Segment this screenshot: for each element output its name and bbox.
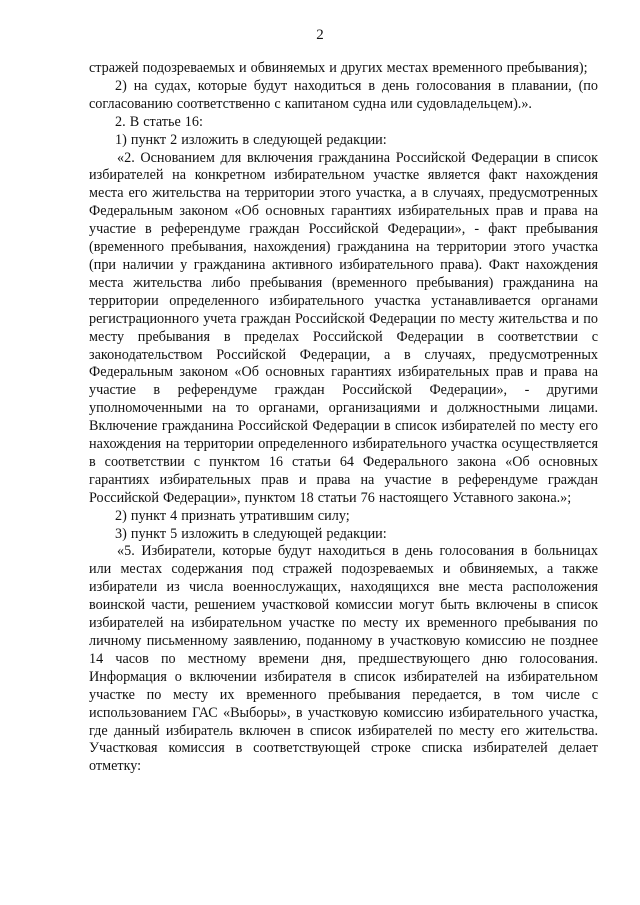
page-number: 2: [316, 27, 324, 43]
paragraph-item-2: 2) пункт 4 признать утратившим силу;: [115, 507, 350, 524]
paragraph-item-1: 1) пункт 2 изложить в следующей редакции:: [115, 131, 387, 148]
paragraph-item-3: 3) пункт 5 изложить в следующей редакции:: [115, 525, 387, 542]
paragraph-ships: 2) на судах, которые будут находиться в день голосования в плавании, (по согласованию соответственно с капитаном судна или судовладельцем).».: [89, 77, 598, 112]
paragraph-article-16: 2. В статье 16:: [115, 113, 203, 130]
document-body: [89, 60, 598, 776]
paragraph-item-2-text: «2. Основанием для включения гражданина Российской Федерации в список избирателей на конкретном избирательном участке является факт нахождения места его жительства на территории этого участка, а в случаях, предусмотренных Федеральным законом «Об основных гарантиях избирательных прав и права на участие в референдуме граждан Российской Федерации», - факт пребывания (временного пребывания, нахождения) гражданина на территории этого участка (при наличии у гражданина активного избирательного права). Факт нахождения места жительства либо пребывания (временного пребывания) гражданина на территории определенного избирательного участка устанавливается органами регистрационного учета граждан Российской Федерации по месту жительства и по месту пребывания в пределах Российской Федерации в соответствии с законодательством Российской Федерации, а в случаях, предусмотренных Федеральным законом «Об основных гарантиях избирательных прав и права на участие в референдуме граждан Российской Федерации», - другими уполномоченными на то органами, организациями и должностными лицами. Включение гражданина Российской Федерации в список избирателей по месту его нахождения на территории определенного избирательного участка осуществляется в соответствии с пунктом 16 статьи 64 Федерального закона «Об основных гарантиях избирательных прав и права на участие в референдуме граждан Российской Федерации», пунктом 18 статьи 76 настоящего Уставного закона.»;: [89, 149, 598, 506]
paragraph-continuation: стражей подозреваемых и обвиняемых и других местах временного пребывания);: [89, 60, 588, 76]
paragraph-item-5-text: «5. Избиратели, которые будут находиться в день голосования в больницах или местах содержания под стражей подозреваемых и обвиняемых, а также избиратели из числа военнослужащих, находящихся вне места расположения воинской части, решением участковой комиссии могут быть включены в список избирателей на избирательном участке по месту их временного пребывания по личному письменному заявлению, поданному в участковую комиссию не позднее 14 часов по местному времени дня, предшествующего дню голосования. Информация о включении избирателя в список избирателей на избирательном участке по месту их временного пребывания передается, в том числе с использованием ГАС «Выборы», в участковую комиссию избирательного участка, где данный избиратель включен в список избирателей по месту его жительства. Участковая комиссия в соответствующей строке списка избирателей делает отметку:: [89, 543, 598, 775]
